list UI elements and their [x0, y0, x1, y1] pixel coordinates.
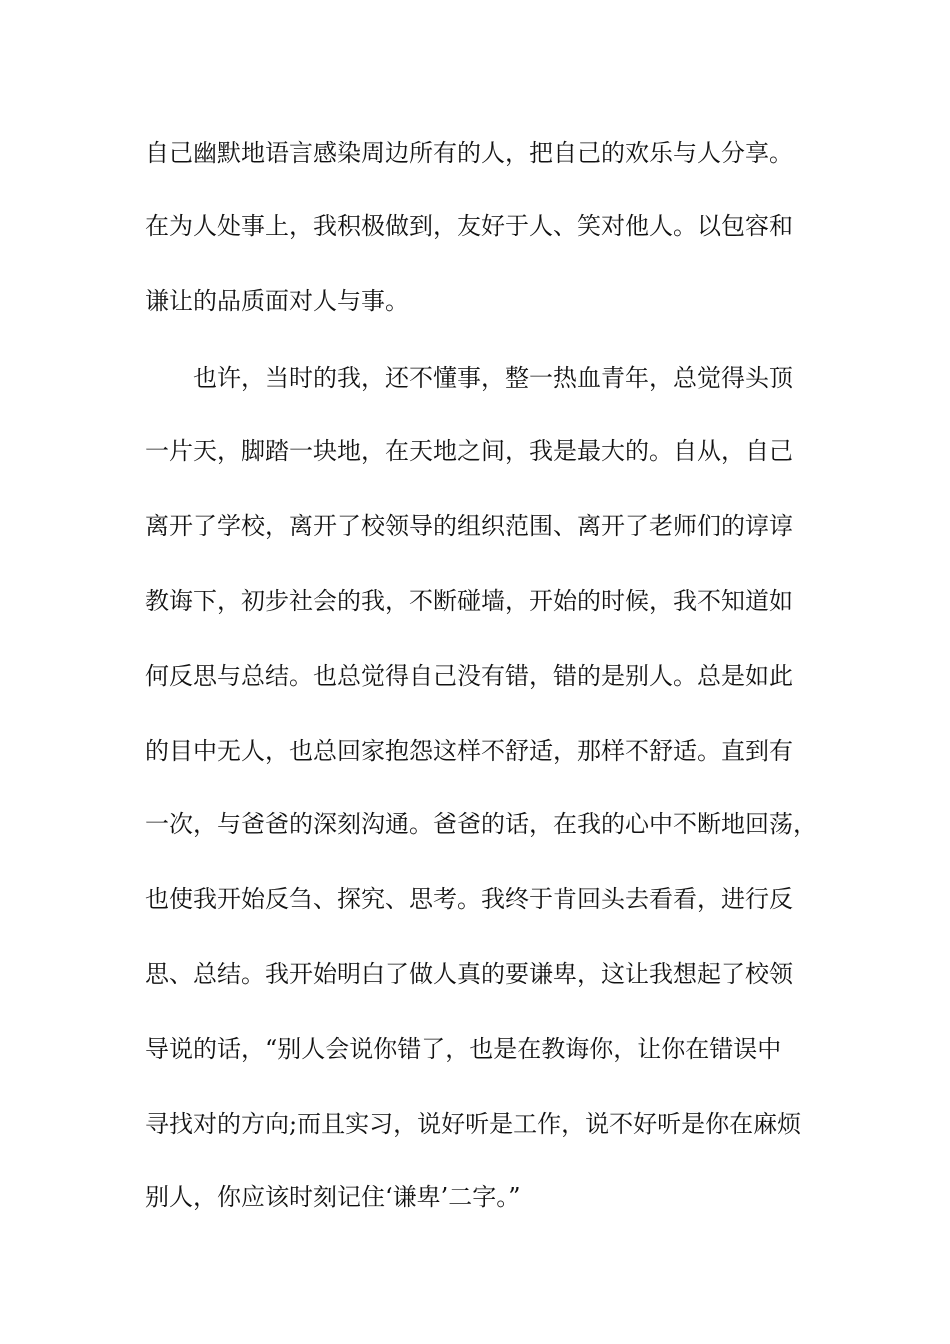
paragraph-line: 谦让的品质面对人与事。	[145, 287, 409, 315]
paragraph-line: 一次，与爸爸的深刻沟通。爸爸的话，在我的心中不断地回荡，	[145, 810, 817, 838]
paragraph-line: 一片天，脚踏一块地，在天地之间，我是最大的。自从，自己	[145, 437, 793, 465]
paragraph-line: 也使我开始反刍、探究、思考。我终于肯回头去看看，进行反	[145, 885, 793, 913]
paragraph-line: 何反思与总结。也总觉得自己没有错，错的是别人。总是如此	[145, 662, 793, 690]
paragraph-line: 在为人处事上，我积极做到，友好于人、笑对他人。以包容和	[145, 212, 793, 240]
paragraph-line: 自己幽默地语言感染周边所有的人，把自己的欢乐与人分享。	[145, 139, 793, 167]
paragraph-line: 思、总结。我开始明白了做人真的要谦卑，这让我想起了校领	[145, 960, 793, 988]
paragraph-line: 也许，当时的我，还不懂事，整一热血青年，总觉得头顶	[193, 364, 793, 392]
paragraph-line: 别人，你应该时刻记住‘谦卑’二字。”	[145, 1183, 521, 1211]
paragraph-line: 导说的话，“别人会说你错了，也是在教诲你，让你在错误中	[145, 1035, 782, 1063]
paragraph-line: 的目中无人，也总回家抱怨这样不舒适，那样不舒适。直到有	[145, 737, 793, 765]
paragraph-line: 寻找对的方向;而且实习，说好听是工作，说不好听是你在麻烦	[145, 1110, 802, 1138]
paragraph-line: 离开了学校，离开了校领导的组织范围、离开了老师们的谆谆	[145, 512, 793, 540]
paragraph-line: 教诲下，初步社会的我，不断碰墙，开始的时候，我不知道如	[145, 587, 793, 615]
